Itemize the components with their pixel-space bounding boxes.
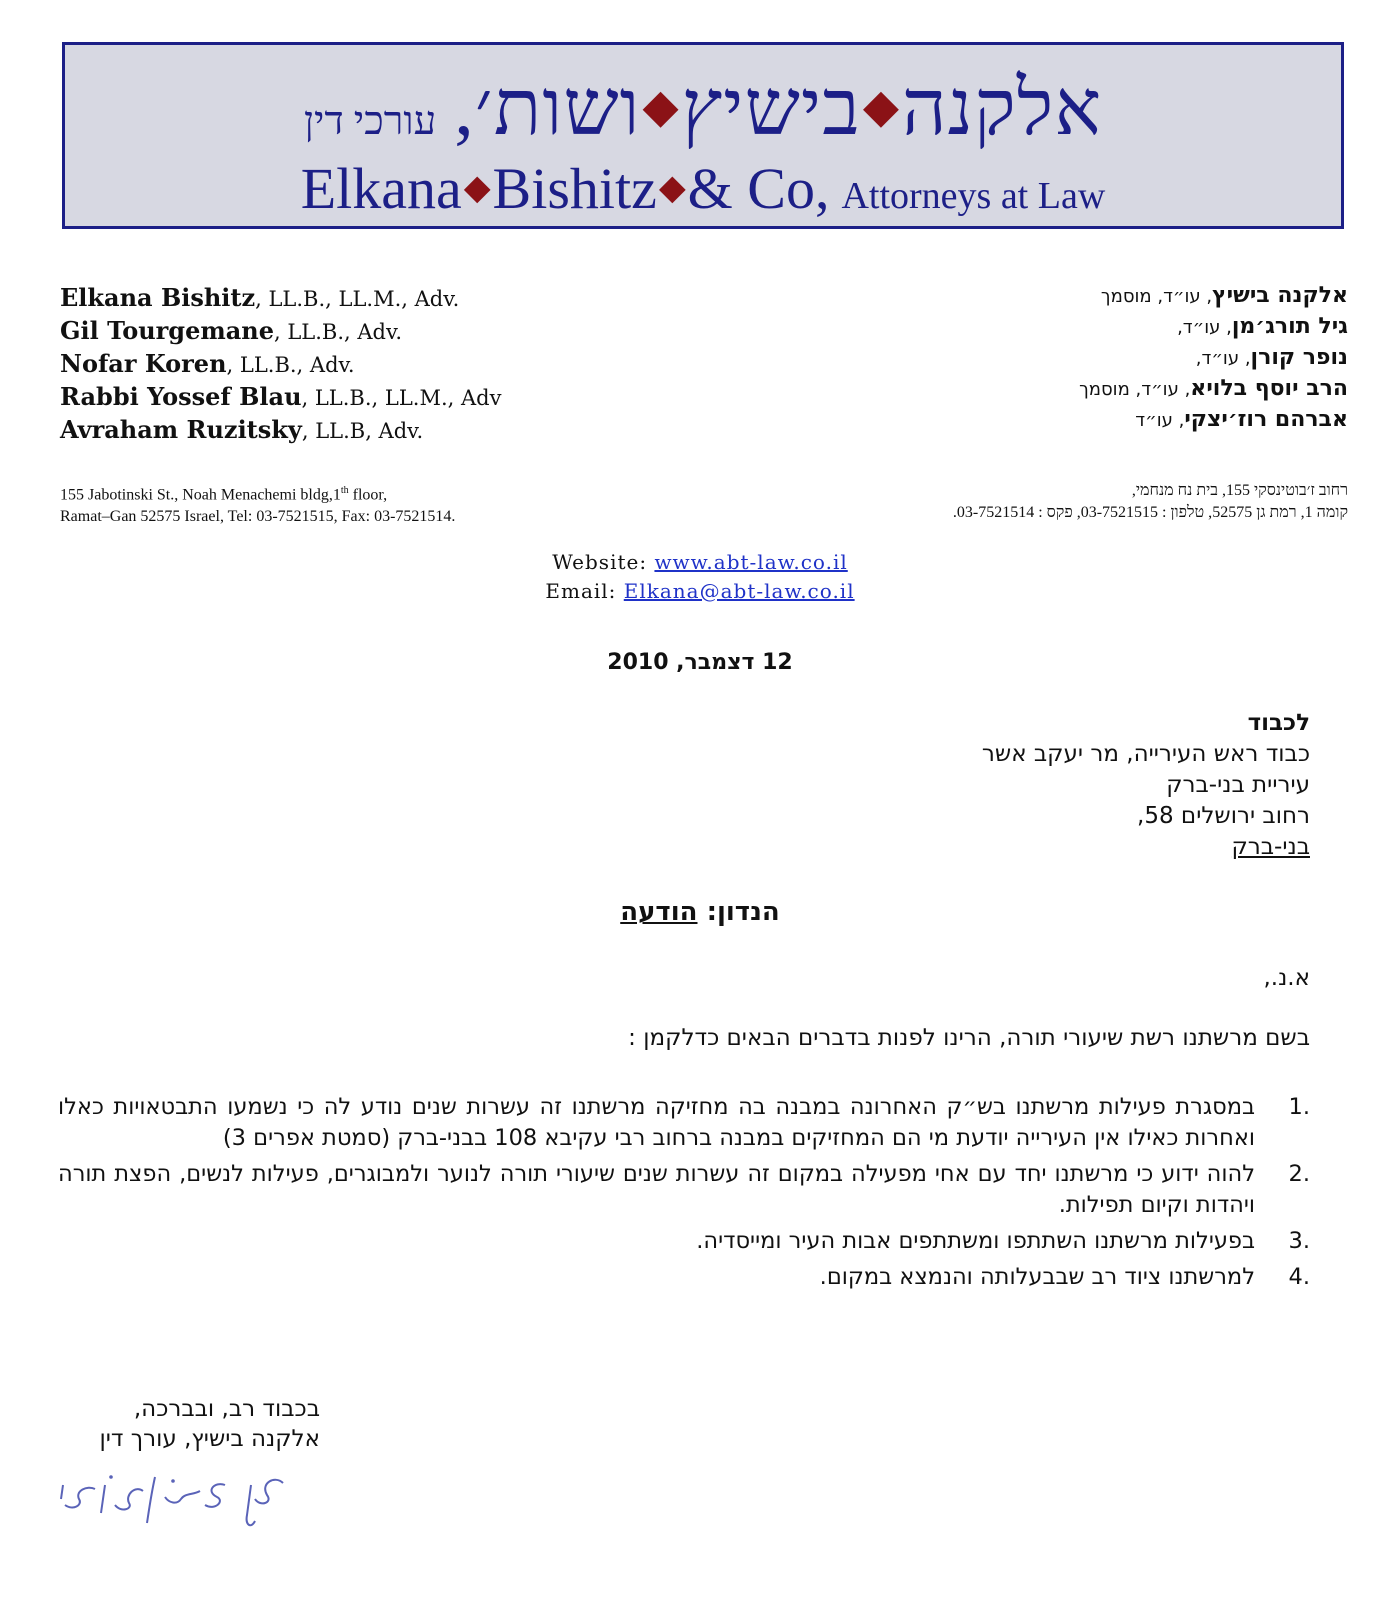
letterhead-english-name: Elkana◆Bishitz◆& Co, bbox=[300, 156, 830, 221]
list-item: .3 בפעילות מרשתנו השתתפו ומשתתפים אבות העיר ומייסדיה. bbox=[696, 1228, 1310, 1254]
lawyer-en-row: Nofar Koren, LL.B., Adv. bbox=[60, 349, 355, 378]
lawyer-he-row: גיל תורג׳מן, עו״ד, bbox=[1177, 314, 1348, 339]
address-hebrew bbox=[953, 480, 1348, 524]
lawyers-list-hebrew bbox=[828, 283, 1348, 438]
letterhead-hebrew-name: אלקנה◆בישיץ◆ושות׳, bbox=[454, 64, 1103, 151]
list-item: .4 למרשתנו ציוד רב שבבעלותה והנמצא במקום. bbox=[819, 1264, 1310, 1290]
diamond-icon: ◆ bbox=[642, 81, 680, 134]
closing-block bbox=[60, 1394, 320, 1454]
greeting: א.נ., bbox=[1263, 965, 1310, 991]
recipient-block bbox=[982, 708, 1310, 863]
subject-value: הודעה bbox=[620, 897, 698, 927]
letter-date: 12 דצמבר, 2010 bbox=[607, 650, 793, 675]
website-link[interactable]: www.abt-law.co.il bbox=[654, 550, 848, 574]
list-item: .1 במסגרת פעילות מרשתנו בש״ק האחרונה במבנה בה מחזיקה מרשתנו זה עשרות שנים נודע לה כי נשמעו התבטאויות כאלו ואחרות כאילו אין העירייה יודעת מי הם המחזיקים במבנה ברחוב רבי עקיבא 108 בבני-ברק (סמטת אפרים 3) bbox=[58, 1094, 1310, 1151]
recipient-line2: עיריית בני-ברק bbox=[1166, 772, 1310, 798]
lawyer-he-row: נופר קורן, עו״ד, bbox=[1195, 345, 1348, 370]
website-label: Website: bbox=[552, 550, 648, 574]
subject-label: הנדון: bbox=[706, 897, 780, 927]
lawyer-en-row: Elkana Bishitz, LL.B., LL.M., Adv. bbox=[60, 283, 460, 312]
subject-line bbox=[0, 897, 1400, 927]
lawyer-he-row: הרב יוסף בלויא, עו״ד, מוסמך bbox=[1079, 376, 1348, 401]
address-english bbox=[60, 480, 455, 528]
lawyer-he-row: אברהם רוז׳יצקי, עו״ד bbox=[1135, 407, 1348, 432]
closing-signer: אלקנה בישיץ, עורך דין bbox=[99, 1426, 320, 1452]
list-item: .2 להוה ידוע כי מרשתנו יחד עם אחי מפעילה במקום זה עשרות שנים שיעורי תורה לנוער ולמבוגרים, פעילות לנשים, הפצת תורה ויהדות וקיום תפילות. bbox=[58, 1161, 1310, 1218]
lawyers-list-english bbox=[60, 283, 680, 448]
lawyer-he-row: אלקנה בישיץ, עו״ד, מוסמך bbox=[1100, 283, 1348, 308]
intro-paragraph: בשם מרשתנו רשת שיעורי תורה, הרינו לפנות בדברים הבאים כדלקמן : bbox=[628, 1025, 1310, 1051]
email-label: Email: bbox=[545, 579, 617, 603]
letterhead-hebrew-subtitle: עורכי דין bbox=[303, 98, 437, 143]
letterhead-english-subtitle: Attorneys at Law bbox=[841, 175, 1106, 217]
address-he-line1: רחוב ז׳בוטינסקי 155, בית נח מנחמי, bbox=[1131, 482, 1348, 499]
email-link[interactable]: Elkana@abt-law.co.il bbox=[623, 579, 855, 603]
address-he-line2: קומה 1, רמת גן 52575, טלפון : 03-7521515, פקס : 03-7521514. bbox=[952, 504, 1348, 521]
letterhead-english bbox=[65, 155, 1341, 222]
closing-regards: בכבוד רב, bbox=[221, 1396, 320, 1422]
lawyer-en-row: Gil Tourgemane, LL.B., Adv. bbox=[60, 316, 403, 345]
address-en-line2: Ramat–Gan 52575 Israel, Tel: 03-7521515, Fax: 03-7521514. bbox=[60, 508, 456, 526]
lawyer-en-row: Rabbi Yossef Blau, LL.B., LL.M., Adv bbox=[60, 382, 502, 411]
numbered-list bbox=[58, 1092, 1310, 1298]
diamond-icon: ◆ bbox=[862, 81, 900, 134]
lawyer-en-row: Avraham Ruzitsky, LL.B, Adv. bbox=[60, 415, 424, 444]
letterhead-hebrew bbox=[65, 63, 1341, 153]
diamond-icon: ◆ bbox=[463, 168, 491, 208]
recipient-line3: רחוב ירושלים 58, bbox=[1137, 803, 1310, 829]
handwritten-signature bbox=[55, 1455, 295, 1545]
recipient-line4: בני-ברק bbox=[1231, 834, 1310, 860]
contact-info bbox=[0, 548, 1400, 606]
diamond-icon: ◆ bbox=[658, 168, 686, 208]
recipient-line1: כבוד ראש העירייה, מר יעקב אשר bbox=[981, 741, 1310, 767]
letterhead bbox=[62, 42, 1344, 229]
closing-blessing: ובברכה, bbox=[133, 1396, 215, 1422]
recipient-to: לכבוד bbox=[1247, 710, 1310, 736]
address-en-line1: 155 Jabotinski St., Noah Menachemi bldg,1th floor, bbox=[60, 485, 388, 504]
